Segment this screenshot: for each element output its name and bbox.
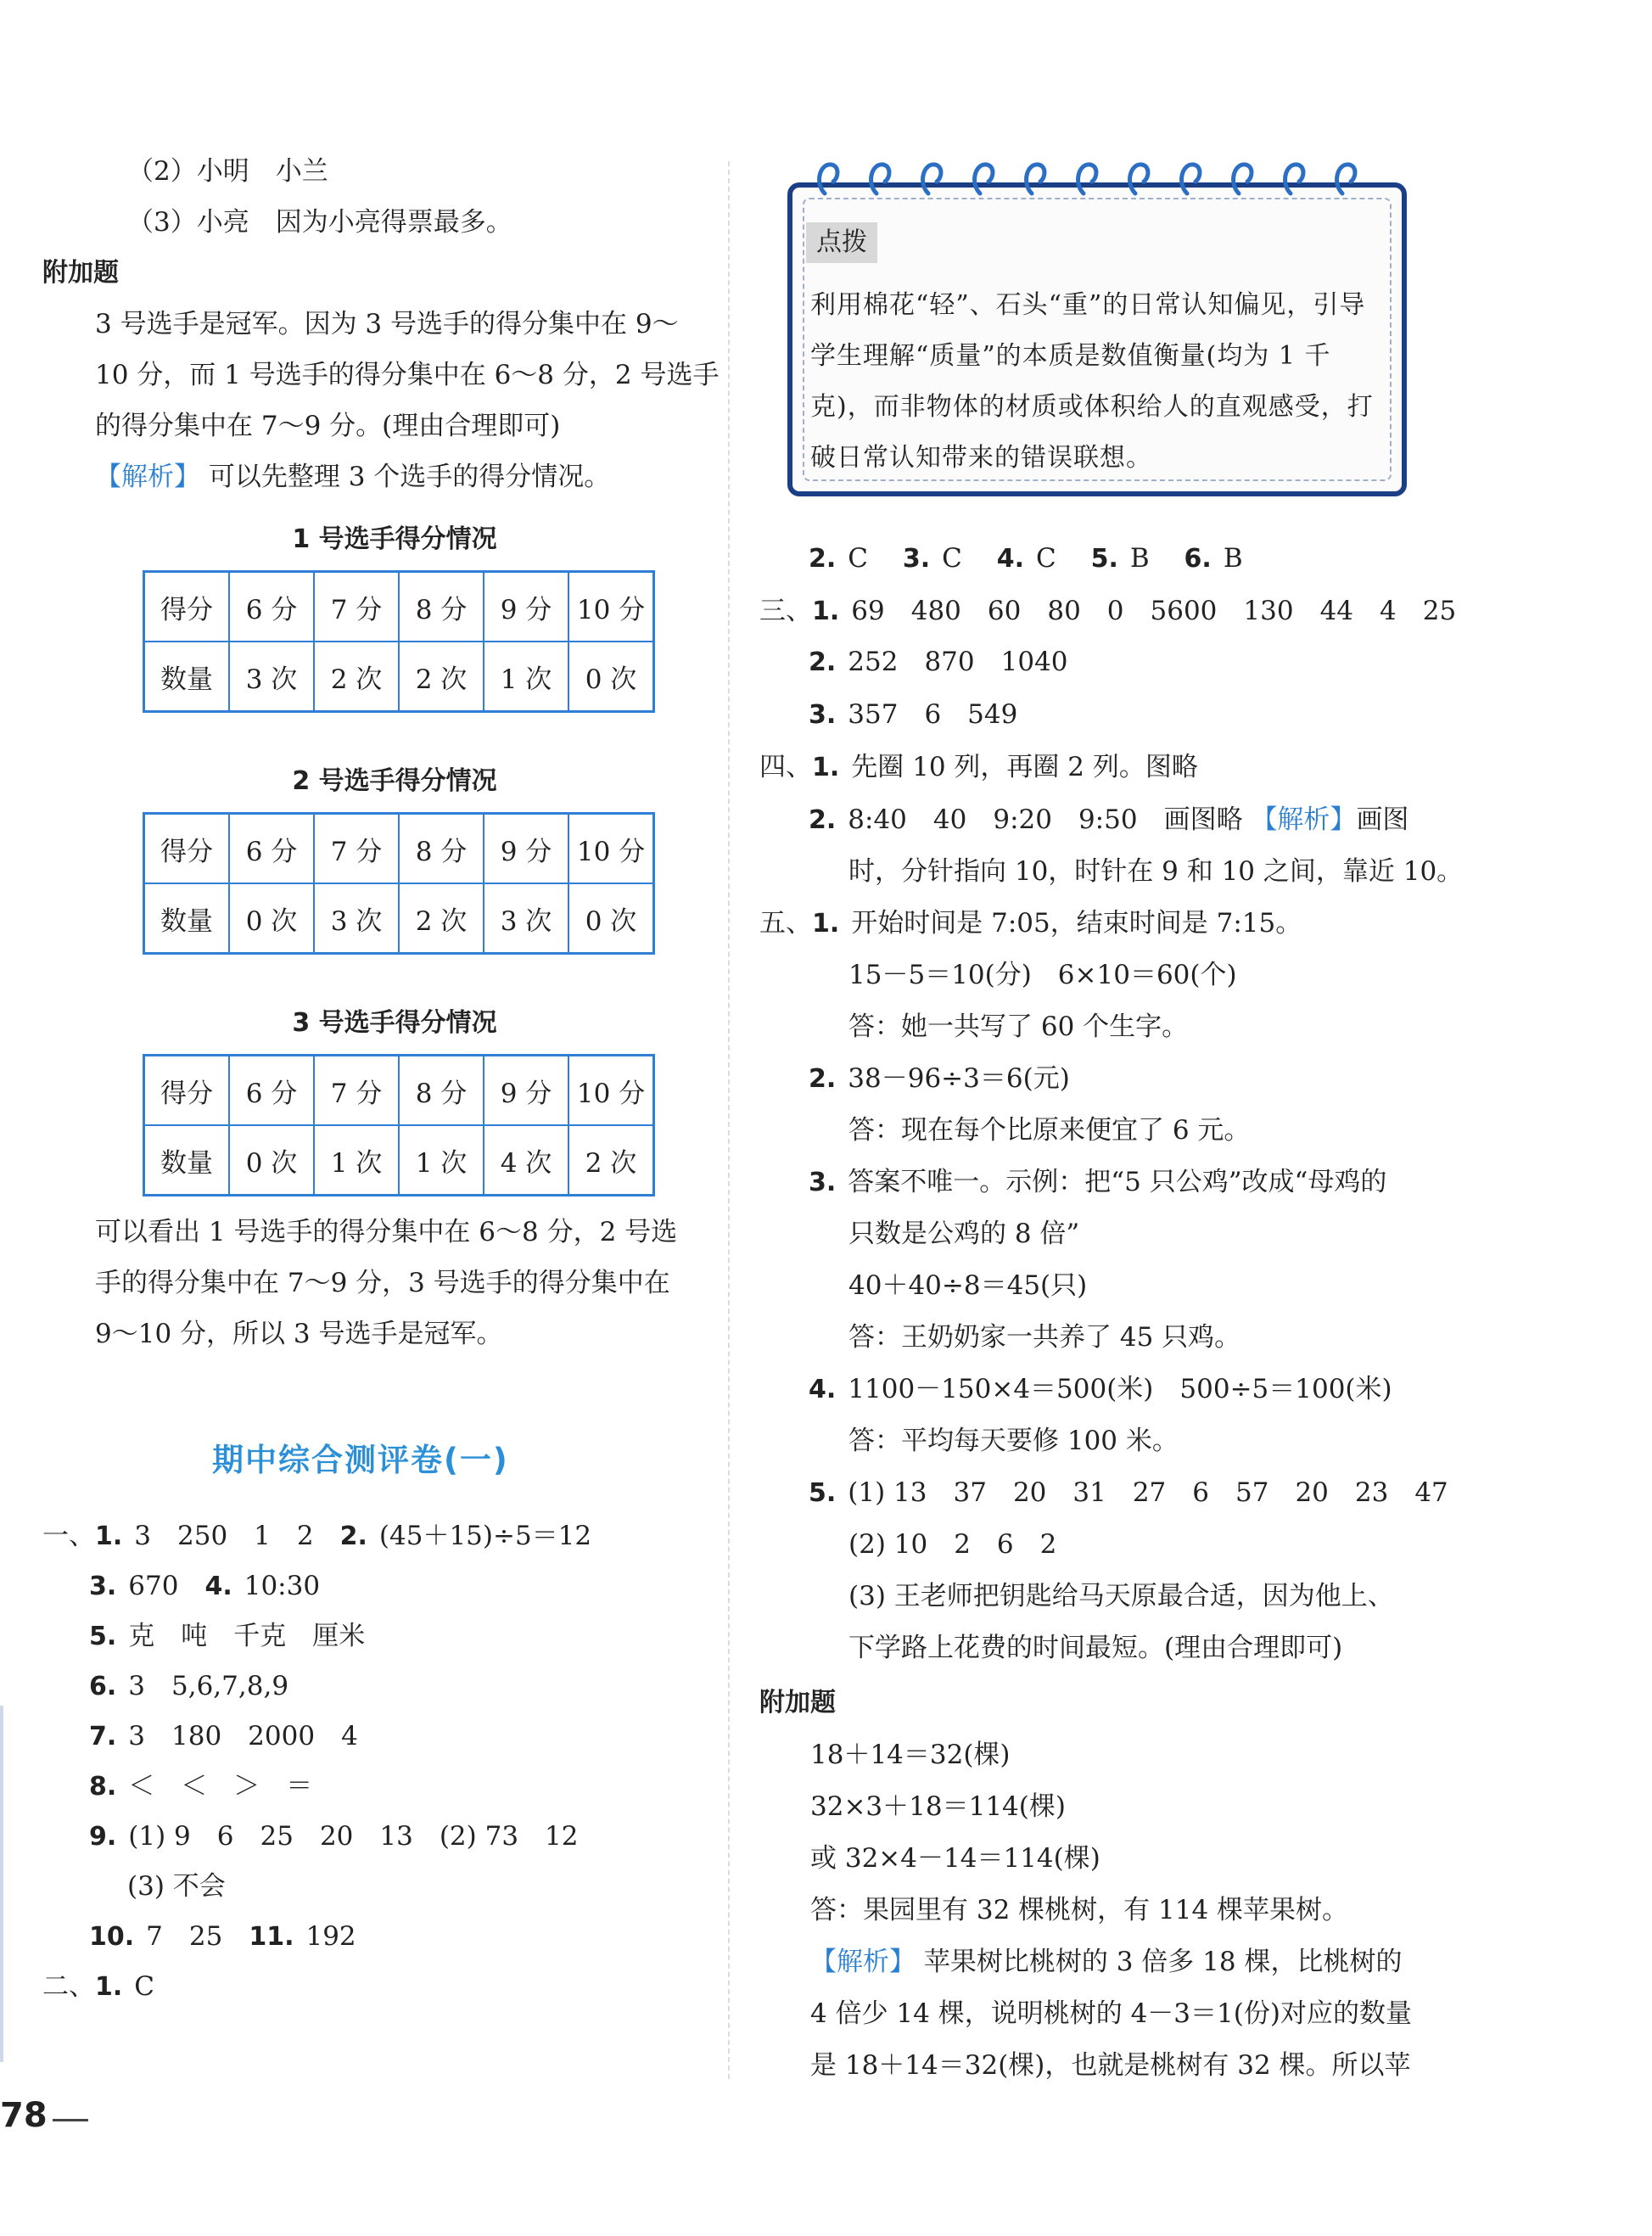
answer-line xyxy=(42,1970,154,2004)
table-cell: 2 次 xyxy=(399,883,484,954)
analysis-text: 苹果树比桃树的 3 倍多 18 棵，比桃树的 xyxy=(923,1947,1403,1977)
answer-line: (2) 10 2 6 2 xyxy=(848,1529,1057,1560)
table-cell: 1 次 xyxy=(484,642,568,712)
answer-line xyxy=(42,1519,591,1554)
question-number: 4. xyxy=(204,1572,232,1601)
bonus-text: 18＋14＝32(棵) xyxy=(810,1740,1011,1770)
answer-text: 3 5,6,7,8,9 xyxy=(128,1671,289,1701)
answer-line xyxy=(809,1476,1448,1510)
answer-text: (45＋15)÷5＝12 xyxy=(378,1521,592,1551)
analysis-tag: 【解析】 xyxy=(810,1947,916,1977)
answer-text: 38－96÷3＝6(元) xyxy=(848,1063,1070,1094)
question-number: 5. xyxy=(809,1478,837,1508)
table-header-row xyxy=(144,1056,654,1126)
table-cell: 6 分 xyxy=(229,572,314,642)
bonus-text: 10 分，而 1 号选手的得分集中在 6～8 分，2 号选手 xyxy=(95,360,720,390)
answer-line xyxy=(809,645,1068,680)
answer-text: 答案不唯一。示例：把“5 只公鸡”改成“母鸡的 xyxy=(848,1167,1387,1197)
answer-line xyxy=(809,1062,1070,1096)
table-cell: 9 分 xyxy=(484,572,568,642)
answer-text: C xyxy=(848,543,869,574)
answer-line xyxy=(759,750,1198,785)
page-number-dash xyxy=(53,2119,88,2121)
answer-line: (3) 王老师把钥匙给马天原最合适，因为他上、 xyxy=(848,1581,1394,1611)
table-cell: 10 分 xyxy=(568,572,654,642)
answer-line xyxy=(89,1569,320,1604)
analysis-line xyxy=(95,460,610,494)
question-number: 7. xyxy=(89,1722,117,1751)
answer-text: 670 xyxy=(128,1571,179,1601)
table-cell: 得分 xyxy=(144,1056,230,1126)
answer-text: ＜ ＜ ＞ ＝ xyxy=(128,1771,313,1802)
answer-text: 先圈 10 列，再圈 2 列。图略 xyxy=(851,752,1198,782)
bonus-text: 32×3＋18＝114(棵) xyxy=(810,1791,1066,1822)
answer-line xyxy=(89,1919,356,1954)
answer-line: （2）小明 小兰 xyxy=(127,156,328,187)
analysis-tag: 【解析】 xyxy=(95,462,200,492)
answer-line: 15－5＝10(分) 6×10＝60(个) xyxy=(848,960,1237,990)
table-cell: 数量 xyxy=(144,883,230,954)
answer-text: 192 xyxy=(305,1921,356,1952)
answer-line xyxy=(759,906,1302,941)
notebook-rings-icon xyxy=(806,158,1400,200)
question-number: 6. xyxy=(89,1672,117,1701)
answer-line: 下学路上花费的时间最短。(理由合理即可) xyxy=(848,1633,1343,1663)
answer-text: C xyxy=(1036,543,1056,574)
answer-text: 8:40 40 9:20 9:50 画图略 xyxy=(848,804,1243,835)
table-cell: 得分 xyxy=(144,572,230,642)
table-cell: 数量 xyxy=(144,1125,230,1196)
question-number: 6. xyxy=(1184,544,1212,574)
table-cell: 0 次 xyxy=(229,1125,314,1196)
question-number: 1. xyxy=(812,909,840,939)
answer-line xyxy=(127,1869,226,1903)
table-cell: 7 分 xyxy=(314,572,399,642)
answer-text: 69 480 60 80 0 5600 130 44 4 25 xyxy=(851,596,1457,626)
answer-line: 答：她一共写了 60 个生字。 xyxy=(848,1012,1189,1042)
table-cell: 数量 xyxy=(144,642,230,712)
tip-tag: 点拨 xyxy=(806,222,877,263)
table-cell: 1 次 xyxy=(314,1125,399,1196)
table-cell: 8 分 xyxy=(399,572,484,642)
column-divider xyxy=(728,161,730,2079)
tip-text: 利用棉花“轻”、石头“重”的日常认知偏见，引导 xyxy=(810,290,1366,320)
conclusion-text: 可以看出 1 号选手的得分集中在 6～8 分，2 号选 xyxy=(95,1217,678,1247)
table-cell: 2 次 xyxy=(399,642,484,712)
answer-line xyxy=(89,1669,288,1704)
answer-line xyxy=(89,1719,358,1754)
table-cell: 8 分 xyxy=(399,814,484,884)
choice-answers xyxy=(809,541,1243,576)
answer-text: 克 吨 千克 厘米 xyxy=(128,1621,366,1651)
table-cell: 3 次 xyxy=(229,642,314,712)
answer-text: 7 25 xyxy=(146,1921,223,1952)
score-table-3 xyxy=(143,1054,655,1196)
question-number: 2. xyxy=(339,1521,367,1551)
table-cell: 9 分 xyxy=(484,1056,568,1126)
question-number: 9. xyxy=(89,1822,117,1852)
table-title: 3 号选手得分情况 xyxy=(292,1008,497,1038)
question-number: 2. xyxy=(809,1064,837,1094)
table-cell: 4 次 xyxy=(484,1125,568,1196)
table-cell: 8 分 xyxy=(399,1056,484,1126)
question-number: 8. xyxy=(89,1772,117,1802)
bonus-text: 或 32×4－14＝114(棵) xyxy=(810,1843,1100,1874)
answer-line: 答：现在每个比原来便宜了 6 元。 xyxy=(848,1115,1251,1146)
table-row xyxy=(144,642,654,712)
answer-line: （3）小亮 因为小亮得票最多。 xyxy=(127,207,512,238)
question-number: 3. xyxy=(89,1572,117,1601)
answer-line xyxy=(809,1372,1392,1407)
answer-line xyxy=(809,1165,1386,1200)
analysis-text: 4 倍少 14 棵，说明桃树的 4－3＝1(份)对应的数量 xyxy=(810,1998,1412,2029)
score-table-2 xyxy=(143,812,655,955)
answer-text: C xyxy=(942,543,962,574)
analysis-tag: 【解析】 xyxy=(1251,804,1357,835)
question-number: 1. xyxy=(812,753,840,782)
table-cell: 1 次 xyxy=(399,1125,484,1196)
answer-text: (1) 13 37 20 31 27 6 57 20 23 47 xyxy=(848,1477,1448,1508)
page-number: 78 xyxy=(0,2096,48,2135)
question-number: 4. xyxy=(996,544,1025,574)
table-cell: 6 分 xyxy=(229,1056,314,1126)
answer-text: 252 870 1040 xyxy=(848,647,1068,677)
tip-text: 学生理解“质量”的本质是数值衡量(均为 1 千 xyxy=(810,341,1331,371)
question-number: 1. xyxy=(95,1521,123,1551)
table-title: 1 号选手得分情况 xyxy=(292,524,497,554)
answer-line: 答：王奶奶家一共养了 45 只鸡。 xyxy=(848,1322,1241,1353)
question-number: 3. xyxy=(902,544,931,574)
answer-text: 时，分针指向 10，时针在 9 和 10 之间，靠近 10。 xyxy=(848,856,1464,887)
table-row xyxy=(144,883,654,954)
question-number: 1. xyxy=(95,1972,123,2002)
question-number: 3. xyxy=(809,1168,837,1197)
analysis-line xyxy=(810,1945,1402,1979)
answer-line xyxy=(89,1769,312,1804)
table-cell: 3 次 xyxy=(314,883,399,954)
table-cell: 10 分 xyxy=(568,1056,654,1126)
section-prefix: 一、 xyxy=(42,1521,95,1551)
section-prefix: 三、 xyxy=(759,596,812,626)
analysis-text: 是 18＋14＝32(棵)，也就是桃树有 32 棵。所以苹 xyxy=(810,2050,1411,2081)
question-number: 4. xyxy=(809,1375,837,1404)
answer-line: 答：平均每天要修 100 米。 xyxy=(848,1426,1179,1456)
answer-line xyxy=(848,855,1463,888)
table-cell: 2 次 xyxy=(568,1125,654,1196)
bonus-heading: 附加题 xyxy=(42,258,119,288)
conclusion-text: 9～10 分，所以 3 号选手是冠军。 xyxy=(95,1319,503,1349)
question-number: 5. xyxy=(89,1622,117,1651)
answer-line xyxy=(809,803,1408,838)
question-number: 2. xyxy=(809,647,837,677)
score-table-1 xyxy=(143,570,655,713)
table-title: 2 号选手得分情况 xyxy=(292,766,497,796)
bonus-heading: 附加题 xyxy=(759,1688,836,1718)
question-number: 10. xyxy=(89,1922,135,1952)
table-cell: 2 次 xyxy=(314,642,399,712)
bonus-text: 答：果园里有 32 棵桃树，有 114 棵苹果树。 xyxy=(810,1895,1349,1925)
section-prefix: 二、 xyxy=(42,1971,95,2002)
table-header-row xyxy=(144,572,654,642)
answer-line: 只数是公鸡的 8 倍” xyxy=(848,1219,1080,1249)
conclusion-text: 手的得分集中在 7～9 分，3 号选手的得分集中在 xyxy=(95,1268,670,1298)
answer-line xyxy=(89,1619,365,1654)
question-number: 1. xyxy=(812,597,840,626)
answer-text: 3 250 1 2 xyxy=(134,1521,314,1551)
answer-text: (3) 不会 xyxy=(127,1871,226,1902)
answer-line: 40＋40÷8＝45(只) xyxy=(848,1270,1088,1301)
table-cell: 9 分 xyxy=(484,814,568,884)
table-cell: 7 分 xyxy=(314,1056,399,1126)
table-cell: 0 次 xyxy=(568,883,654,954)
answer-line xyxy=(809,698,1017,732)
answer-text: B xyxy=(1223,543,1243,574)
question-number: 5. xyxy=(1090,544,1118,574)
answer-text: 3 180 2000 4 xyxy=(128,1721,358,1751)
section-prefix: 五、 xyxy=(759,908,812,939)
question-number: 2. xyxy=(809,805,837,835)
answer-text: 开始时间是 7:05，结束时间是 7:15。 xyxy=(851,908,1302,939)
answer-text: 10:30 xyxy=(244,1571,321,1601)
table-row xyxy=(144,1125,654,1196)
question-number: 11. xyxy=(249,1922,294,1952)
answer-line xyxy=(89,1819,579,1854)
tip-text: 克)，而非物体的材质或体积给人的直观感受，打 xyxy=(810,392,1374,422)
table-cell: 10 分 xyxy=(568,814,654,884)
page-edge-marker xyxy=(0,1706,3,2062)
answer-text: 357 6 549 xyxy=(848,699,1018,730)
bonus-text: 3 号选手是冠军。因为 3 号选手的得分集中在 9～ xyxy=(95,309,679,339)
table-cell: 0 次 xyxy=(568,642,654,712)
table-cell: 得分 xyxy=(144,814,230,884)
answer-text: B xyxy=(1129,543,1150,574)
question-number: 3. xyxy=(809,700,837,730)
question-number: 2. xyxy=(809,544,837,574)
table-cell: 7 分 xyxy=(314,814,399,884)
table-cell: 0 次 xyxy=(229,883,314,954)
table-cell: 6 分 xyxy=(229,814,314,884)
table-cell: 3 次 xyxy=(484,883,568,954)
section-prefix: 四、 xyxy=(759,752,812,782)
answer-text: 1100－150×4＝500(米) 500÷5＝100(米) xyxy=(848,1374,1392,1404)
bonus-text: 的得分集中在 7～9 分。(理由合理即可) xyxy=(95,411,561,441)
answer-text: 画图 xyxy=(1356,804,1409,835)
analysis-text: 可以先整理 3 个选手的得分情况。 xyxy=(208,462,611,492)
answer-line xyxy=(759,594,1456,629)
table-header-row xyxy=(144,814,654,884)
answer-text: C xyxy=(134,1971,155,2002)
section-title: 期中综合测评卷(一) xyxy=(212,1442,509,1478)
answer-text: (1) 9 6 25 20 13 (2) 73 12 xyxy=(128,1821,579,1852)
tip-text: 破日常认知带来的错误联想。 xyxy=(810,443,1152,473)
